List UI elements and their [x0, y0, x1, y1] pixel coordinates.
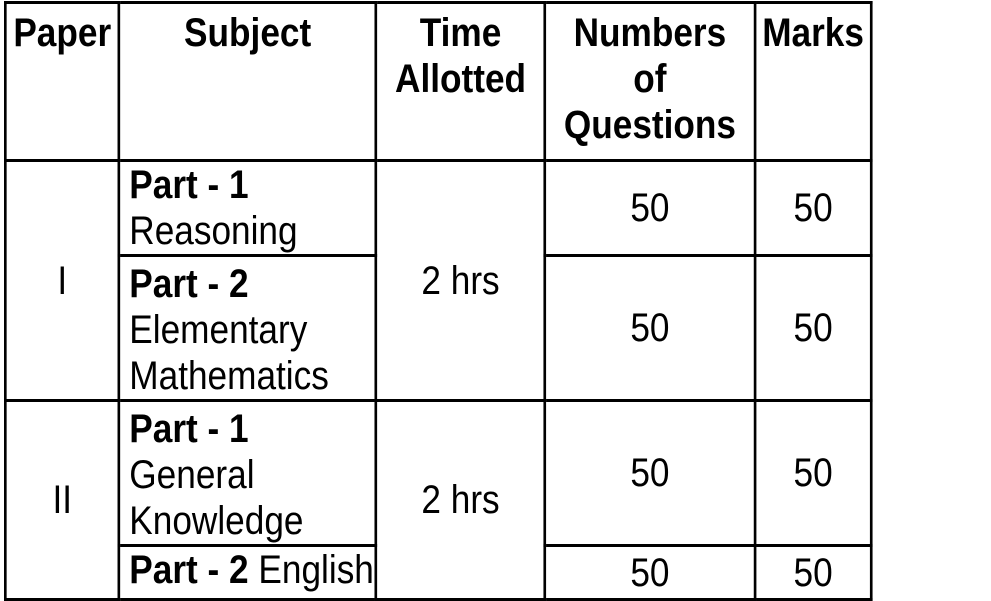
question-count: 50 [545, 161, 755, 256]
header-subject: Subject [119, 3, 376, 161]
part-label: Part - 1 [129, 163, 249, 207]
marks-value: 50 [755, 256, 871, 401]
exam-pattern-table [4, 1, 873, 601]
marks-value: 50 [755, 401, 871, 546]
paper-number: I [5, 161, 119, 401]
subject-name: Reasoning [129, 209, 298, 253]
time-allotted: 2 hrs [376, 401, 545, 600]
part-label: Part - 2 [129, 262, 249, 306]
question-count: 50 [545, 256, 755, 401]
subject-name: Elementary Mathematics [129, 308, 329, 398]
paper-number: II [5, 401, 119, 600]
subject-name: English [258, 548, 374, 592]
question-count: 50 [545, 546, 755, 600]
header-time-allotted: Time Allotted [376, 3, 545, 161]
subject-cell [119, 401, 376, 546]
question-count: 50 [545, 401, 755, 546]
table-row [5, 401, 871, 546]
header-number-of-questions: Numbers of Questions [545, 3, 755, 161]
subject-name: General Knowledge [129, 453, 304, 543]
marks-value: 50 [755, 161, 871, 256]
table-header-row [5, 3, 871, 161]
subject-cell [119, 161, 376, 256]
table-row [5, 161, 871, 256]
header-paper: Paper [5, 3, 119, 161]
time-allotted: 2 hrs [376, 161, 545, 401]
part-label: Part - 2 [129, 548, 249, 592]
part-label: Part - 1 [129, 407, 249, 451]
header-marks: Marks [755, 3, 871, 161]
subject-cell [119, 256, 376, 401]
subject-cell [119, 546, 376, 600]
marks-value: 50 [755, 546, 871, 600]
